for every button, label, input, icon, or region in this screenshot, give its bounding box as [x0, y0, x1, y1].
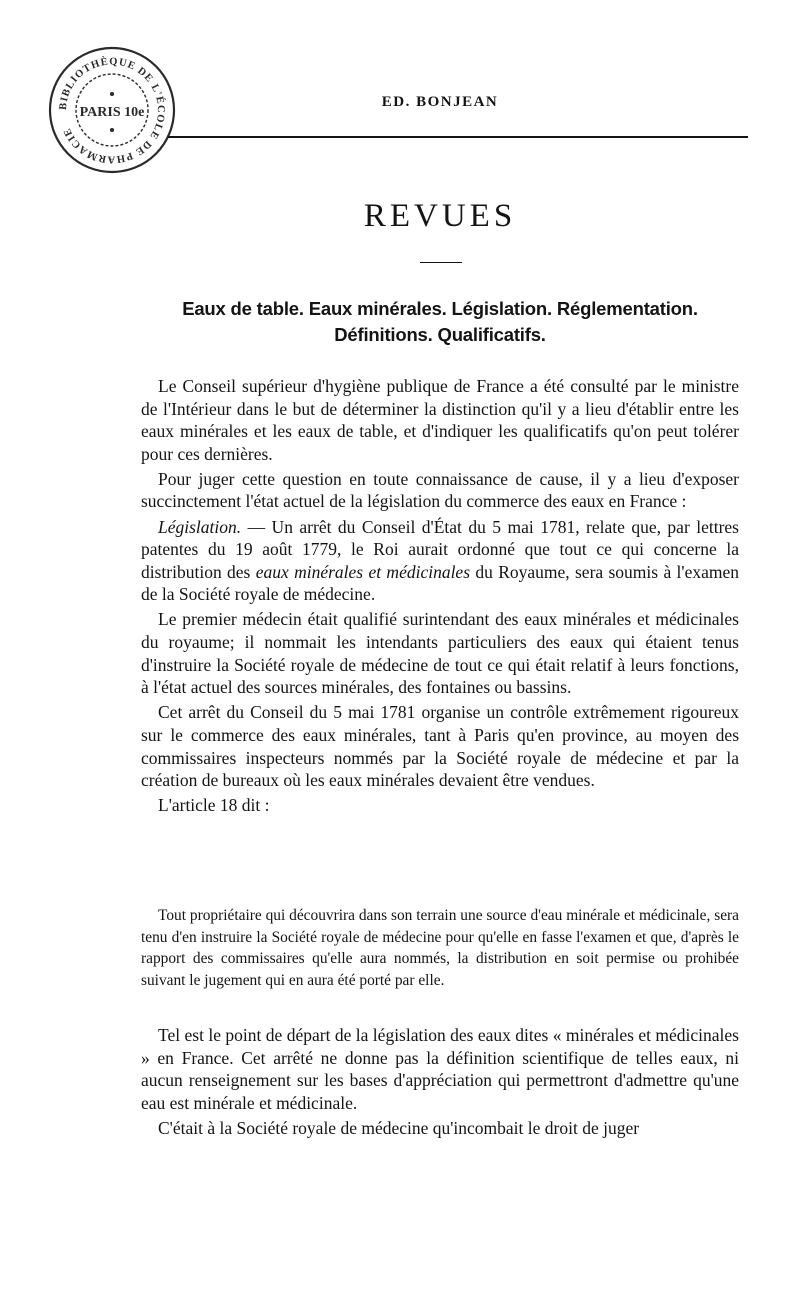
legislation-emphasis: eaux minérales et médicinales: [255, 561, 471, 582]
article-title: [100, 296, 780, 348]
body-text-lower: [141, 1024, 739, 1139]
paragraph-premier-medecin: Le premier médecin était qualifié surintendant des eaux minérales et médicinales du royaume; il nommait les intendants particuliers des eaux qui étaient tenus d'instruire la Société royale de médecine de tout ce qui était relatif à leurs fonctions, à l'état actuel des sources minérales, des fontaines ou bassins.: [141, 609, 739, 698]
title-rule: [420, 262, 462, 263]
article-title-line-2: Définitions. Qualificatifs.: [334, 324, 546, 345]
paragraph-legislation: [141, 516, 739, 606]
paragraph-societe-royale: C'était à la Société royale de médecine qu'incombait le droit de juger: [158, 1117, 640, 1138]
paragraph-point-de-depart: Tel est le point de départ de la législation des eaux dites « minérales et médicinales » en France. Cet arrêté ne donne pas la définition scientifique de telles eaux, ni aucun renseignement sur les bases d'appréciation qui permettront d'admettre qu'une eau est minérale et médicinale.: [141, 1025, 739, 1113]
header-rule: [168, 136, 748, 138]
running-head: ED. BONJEAN: [381, 94, 499, 110]
stamp-inner-text: PARIS 10e: [79, 105, 145, 120]
body-text-upper: [141, 375, 739, 817]
paragraph-arret: Cet arrêt du Conseil du 5 mai 1781 organise un contrôle extrêmement rigoureux sur le commerce des eaux minérales, tant à Paris qu'en province, au moyen des commissaires inspecteurs nommés par la Société royale de médecine et par la création de bureaux où les eaux minérales devaient être vendues.: [141, 702, 739, 791]
legislation-text-b: du Royaume, sera soumis à l'examen de la Société royale de médecine.: [141, 561, 739, 605]
stamp-outer-text: BIBLIOTHÈQUE DE L'ÉCOLE DE PHARMACIE: [57, 56, 167, 165]
paragraph-intro: Le Conseil supérieur d'hygiène publique de France a été consulté par le ministre de l'Intérieur dans le but de déterminer la distinction qu'il y a lieu d'établir entre les eaux minérales et les eaux de table, et d'indiquer les qualificatifs qu'on peut tolérer pour ces dernières.: [141, 376, 739, 464]
article-18-quote: Tout propriétaire qui découvrira dans son terrain une source d'eau minérale et médicinale, sera tenu d'en instruire la Société royale de médecine pour qu'elle en fasse l'examen et que, d'après le rapport des commissaires qu'elle aura nommés, la distribution en soit permise ou prohibée suivant le jugement qui en aura été porté par elle.: [141, 907, 739, 989]
legislation-text-a: — Un arrêt du Conseil d'État du 5 mai 1781, relate que, par lettres patentes du 19 août 1779, le Roi aurait ordonné que tout ce qui concerne la distribution des: [141, 516, 739, 582]
paragraph-article-18: L'article 18 dit :: [158, 795, 270, 816]
section-title: REVUES: [363, 198, 517, 234]
legislation-heading: Législation.: [158, 516, 242, 537]
article-title-line-1: Eaux de table. Eaux minérales. Législation. Réglementation.: [182, 298, 698, 319]
paragraph-purpose: Pour juger cette question en toute connaissance de cause, il y a lieu d'exposer succinctement l'état actuel de la législation du commerce des eaux en France :: [141, 468, 739, 512]
